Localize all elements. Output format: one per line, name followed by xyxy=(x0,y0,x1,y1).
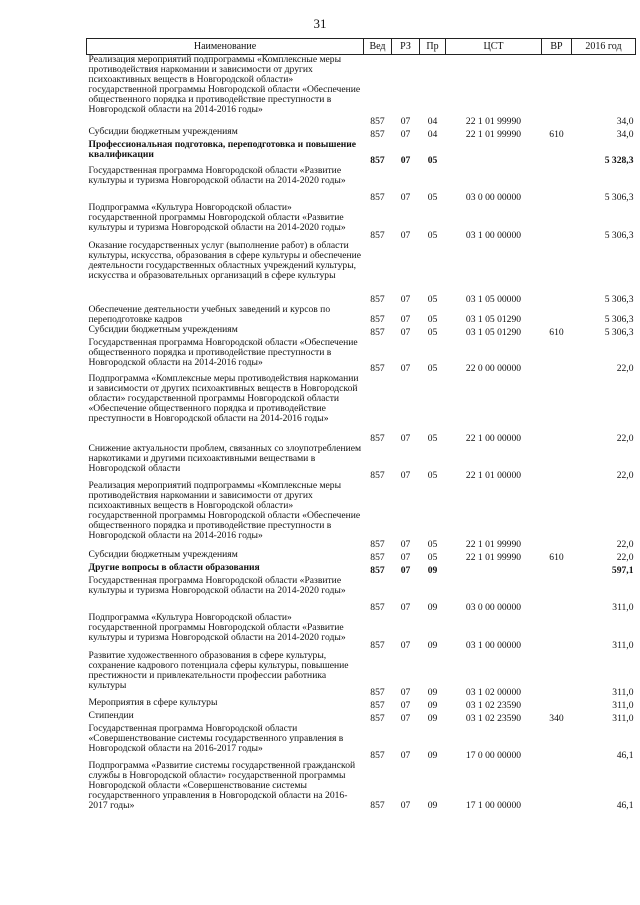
cell-pr: 05 xyxy=(427,229,438,241)
cell-name: Подпрограмма «Развитие системы государственной гражданской службы в Новгородской области» государственной программы Новгородской области «Совершенствование системы государственного управления в Новгородской области на 2016-2017 годы» xyxy=(88,759,356,811)
cell-pr: 04 xyxy=(427,128,438,140)
cell-pr: 05 xyxy=(427,432,438,444)
cell-ved: 857 xyxy=(370,115,385,127)
cell-cst: 17 1 00 00000 xyxy=(465,799,522,811)
cell-vr xyxy=(542,305,572,325)
cell-amount: 22,0 xyxy=(616,362,634,374)
cell-amount: 311,0 xyxy=(612,699,634,711)
cell-pr: 04 xyxy=(427,115,438,127)
cell-vr xyxy=(542,374,572,444)
cell-ved: 857 xyxy=(370,686,385,698)
cell-pr: 09 xyxy=(427,564,438,576)
cell-ved: 857 xyxy=(370,749,385,761)
cell-cst: 03 0 00 00000 xyxy=(465,191,522,203)
cell-rz: 07 xyxy=(400,115,411,127)
cell-rz: 07 xyxy=(400,639,411,651)
cell-name: Государственная программа Новгородской области «Развитие культуры и туризма Новгородской области на 2014-2020 годы» xyxy=(88,574,346,596)
cell-name: Подпрограмма «Культура Новгородской области» государственной программы Новгородской области «Развитие культуры и туризма Новгородской области на 2014-2020 годы» xyxy=(88,611,346,643)
cell-cst: 03 1 00 00000 xyxy=(465,229,522,241)
table-row xyxy=(87,761,636,811)
cell-ved: 857 xyxy=(370,639,385,651)
table-row xyxy=(87,444,636,481)
cell-rz: 07 xyxy=(400,469,411,481)
cell-cst xyxy=(446,140,542,166)
cell-pr: 05 xyxy=(427,469,438,481)
cell-name: Мероприятия в сфере культуры xyxy=(88,696,218,708)
cell-ved: 857 xyxy=(370,362,385,374)
cell-rz: 07 xyxy=(400,128,411,140)
cell-pr: 09 xyxy=(427,639,438,651)
cell-amount: 5 306,3 xyxy=(604,229,634,241)
cell-rz: 07 xyxy=(400,326,411,338)
table-row xyxy=(87,140,636,166)
cell-amount: 5 306,3 xyxy=(604,293,634,305)
table-row xyxy=(87,127,636,140)
cell-vr xyxy=(542,761,572,811)
cell-vr xyxy=(542,651,572,698)
cell-cst: 22 1 01 99990 xyxy=(465,128,522,140)
table-row xyxy=(87,166,636,203)
cell-vr xyxy=(542,724,572,761)
cell-ved: 857 xyxy=(370,293,385,305)
cell-cst: 22 1 00 00000 xyxy=(465,432,522,444)
cell-amount: 34,0 xyxy=(616,115,634,127)
cell-rz: 07 xyxy=(400,229,411,241)
cell-name: Государственная программа Новгородской области «Обеспечение общественного порядка и противодействие преступности в Новгородской области на 2014-2016 годы» xyxy=(88,336,358,368)
cell-pr: 09 xyxy=(427,686,438,698)
cell-name: Субсидии бюджетным учреждениям xyxy=(88,323,238,335)
cell-vr xyxy=(542,698,572,711)
cell-amount: 22,0 xyxy=(616,551,634,563)
cell-name: Субсидии бюджетным учреждениям xyxy=(88,548,238,560)
cell-name: Снижение актуальности проблем, связанных со злоупотреблением наркотиками и другими психоактивными веществами в Новгородской области xyxy=(88,442,362,474)
cell-name: Государственная программа Новгородской области «Совершенствование системы государственного управления в Новгородской области на 2016-2017 годы» xyxy=(88,722,344,754)
cell-amount: 22,0 xyxy=(616,538,634,550)
cell-rz: 07 xyxy=(400,154,411,166)
cell-vr xyxy=(542,481,572,550)
cell-pr: 05 xyxy=(427,538,438,550)
cell-rz: 07 xyxy=(400,749,411,761)
cell-ved: 857 xyxy=(370,326,385,338)
cell-ved: 857 xyxy=(370,128,385,140)
cell-rz: 07 xyxy=(400,601,411,613)
table-row xyxy=(87,203,636,241)
cell-vr: 610 xyxy=(549,551,564,563)
table-row xyxy=(87,563,636,576)
cell-ved: 857 xyxy=(370,564,385,576)
table-row xyxy=(87,711,636,724)
cell-vr xyxy=(542,613,572,651)
cell-amount: 22,0 xyxy=(616,432,634,444)
cell-vr xyxy=(542,55,572,127)
cell-name: Развитие художественного образования в сфере культуры, сохранение кадрового потенциала сферы культуры, повышение престижности и привлекательности профессии работника культуры xyxy=(88,649,349,691)
table-row xyxy=(87,698,636,711)
table-row xyxy=(87,305,636,325)
cell-pr: 09 xyxy=(427,601,438,613)
table-row xyxy=(87,241,636,305)
page-number: 31 xyxy=(313,16,327,31)
cell-vr xyxy=(542,203,572,241)
cell-ved: 857 xyxy=(370,799,385,811)
cell-rz: 07 xyxy=(400,293,411,305)
cell-rz: 07 xyxy=(400,538,411,550)
cell-name: Государственная программа Новгородской области «Развитие культуры и туризма Новгородской области на 2014-2020 годы» xyxy=(88,164,346,186)
cell-ved: 857 xyxy=(370,538,385,550)
cell-rz: 07 xyxy=(400,313,411,325)
table-row xyxy=(87,55,636,127)
table-row xyxy=(87,481,636,550)
header-pr: Пр xyxy=(420,39,446,55)
cell-pr: 09 xyxy=(427,799,438,811)
cell-pr: 05 xyxy=(427,313,438,325)
cell-cst: 22 1 01 99990 xyxy=(465,551,522,563)
cell-cst: 03 0 00 00000 xyxy=(465,601,522,613)
cell-cst: 03 1 05 01290 xyxy=(465,326,522,338)
header-rz: РЗ xyxy=(392,39,420,55)
cell-ved: 857 xyxy=(370,191,385,203)
cell-cst: 03 1 00 00000 xyxy=(465,639,522,651)
cell-amount: 34,0 xyxy=(616,128,634,140)
cell-cst: 03 1 02 00000 xyxy=(465,686,522,698)
header-vr: ВР xyxy=(542,39,572,55)
cell-rz: 07 xyxy=(400,712,411,724)
cell-name: Оказание государственных услуг (выполнение работ) в области культуры, искусства, образования в сфере культуры и обеспечение деятельности государственных областных учреждений культуры, искусства и образовательных организаций в сфере культуры xyxy=(88,239,362,281)
cell-name: Субсидии бюджетным учреждениям xyxy=(88,125,238,137)
cell-ved: 857 xyxy=(370,699,385,711)
cell-pr: 05 xyxy=(427,362,438,374)
cell-cst: 03 1 05 00000 xyxy=(465,293,522,305)
table-row xyxy=(87,724,636,761)
cell-ved: 857 xyxy=(370,154,385,166)
cell-ved: 857 xyxy=(370,601,385,613)
cell-amount: 5 306,3 xyxy=(604,326,634,338)
cell-amount: 22,0 xyxy=(616,469,634,481)
cell-vr xyxy=(542,563,572,576)
cell-amount: 5 328,3 xyxy=(604,154,634,166)
cell-cst: 22 1 01 00000 xyxy=(465,469,522,481)
cell-pr: 05 xyxy=(427,293,438,305)
cell-amount: 311,0 xyxy=(612,686,634,698)
cell-amount: 597,1 xyxy=(611,564,634,576)
cell-name: Подпрограмма «Комплексные меры противодействия наркомании и зависимости от других психоактивных веществ в Новгородской области» государственной программы Новгородской области «Обеспечение общественного порядка и противодействие преступности в Новгородской области на 2014-2016 годы» xyxy=(88,372,359,424)
cell-amount: 311,0 xyxy=(612,712,634,724)
table-row xyxy=(87,550,636,563)
cell-name: Профессиональная подготовка, переподготовка и повышение квалификации xyxy=(88,138,357,160)
cell-cst: 03 1 02 23590 xyxy=(465,712,522,724)
cell-pr: 05 xyxy=(427,326,438,338)
cell-ved: 857 xyxy=(370,313,385,325)
cell-cst xyxy=(446,563,542,576)
cell-rz: 07 xyxy=(400,699,411,711)
cell-name: Другие вопросы в области образования xyxy=(88,561,260,573)
table-row xyxy=(87,651,636,698)
table-row xyxy=(87,613,636,651)
cell-ved: 857 xyxy=(370,469,385,481)
cell-pr: 09 xyxy=(427,699,438,711)
cell-name: Реализация мероприятий подпрограммы «Комплексные меры противодействия наркомании и зависимости от других психоактивных веществ в Новгородской области» государственной программы Новгородской области «Обеспечение общественного порядка и противодействие преступности в Новгородской области на 2014-2016 годы» xyxy=(88,54,361,115)
cell-ved: 857 xyxy=(370,432,385,444)
cell-rz: 07 xyxy=(400,799,411,811)
cell-vr xyxy=(542,444,572,481)
header-year: 2016 год xyxy=(572,39,636,55)
cell-pr: 09 xyxy=(427,749,438,761)
cell-rz: 07 xyxy=(400,686,411,698)
header-name: Наименование xyxy=(87,39,364,55)
cell-rz: 07 xyxy=(400,191,411,203)
budget-table xyxy=(86,38,636,811)
cell-rz: 07 xyxy=(400,362,411,374)
cell-vr xyxy=(542,576,572,613)
table-row xyxy=(87,374,636,444)
cell-name: Подпрограмма «Культура Новгородской области» государственной программы Новгородской области «Развитие культуры и туризма Новгородской области на 2014-2020 годы» xyxy=(88,201,346,233)
cell-ved: 857 xyxy=(370,229,385,241)
table-header-row xyxy=(87,39,636,55)
cell-vr: 340 xyxy=(549,712,564,724)
cell-name: Стипендии xyxy=(88,709,134,721)
cell-rz: 07 xyxy=(400,564,411,576)
cell-vr xyxy=(542,140,572,166)
cell-cst: 17 0 00 00000 xyxy=(465,749,522,761)
cell-amount: 46,1 xyxy=(616,799,634,811)
cell-ved: 857 xyxy=(370,712,385,724)
cell-cst: 03 1 05 01290 xyxy=(465,313,522,325)
cell-name: Обеспечение деятельности учебных заведений и курсов по переподготовке кадров xyxy=(88,303,331,325)
cell-rz: 07 xyxy=(400,551,411,563)
cell-vr: 610 xyxy=(549,326,564,338)
cell-cst: 22 0 00 00000 xyxy=(465,362,522,374)
cell-vr xyxy=(542,166,572,203)
cell-cst: 22 1 01 99990 xyxy=(465,115,522,127)
cell-pr: 09 xyxy=(427,712,438,724)
cell-ved: 857 xyxy=(370,551,385,563)
table-row xyxy=(87,338,636,374)
header-ved: Вед xyxy=(364,39,392,55)
cell-amount: 311,0 xyxy=(612,639,634,651)
cell-pr: 05 xyxy=(427,191,438,203)
cell-amount: 311,0 xyxy=(612,601,634,613)
cell-pr: 05 xyxy=(427,154,438,166)
cell-vr xyxy=(542,338,572,374)
cell-amount: 46,1 xyxy=(616,749,634,761)
cell-vr: 610 xyxy=(549,128,564,140)
header-cst: ЦСТ xyxy=(446,39,542,55)
cell-name: Реализация мероприятий подпрограммы «Комплексные меры противодействия наркомании и зависимости от других психоактивных веществ в Новгородской области» государственной программы Новгородской области «Обеспечение общественного порядка и противодействие преступности в Новгородской области на 2014-2016 годы» xyxy=(88,479,361,541)
cell-rz: 07 xyxy=(400,432,411,444)
cell-pr: 05 xyxy=(427,551,438,563)
cell-vr xyxy=(542,241,572,305)
cell-amount: 5 306,3 xyxy=(604,313,634,325)
cell-cst: 22 1 01 99990 xyxy=(465,538,522,550)
cell-cst: 03 1 02 23590 xyxy=(465,699,522,711)
cell-amount: 5 306,3 xyxy=(604,191,634,203)
table-row xyxy=(87,325,636,338)
table-row xyxy=(87,576,636,613)
